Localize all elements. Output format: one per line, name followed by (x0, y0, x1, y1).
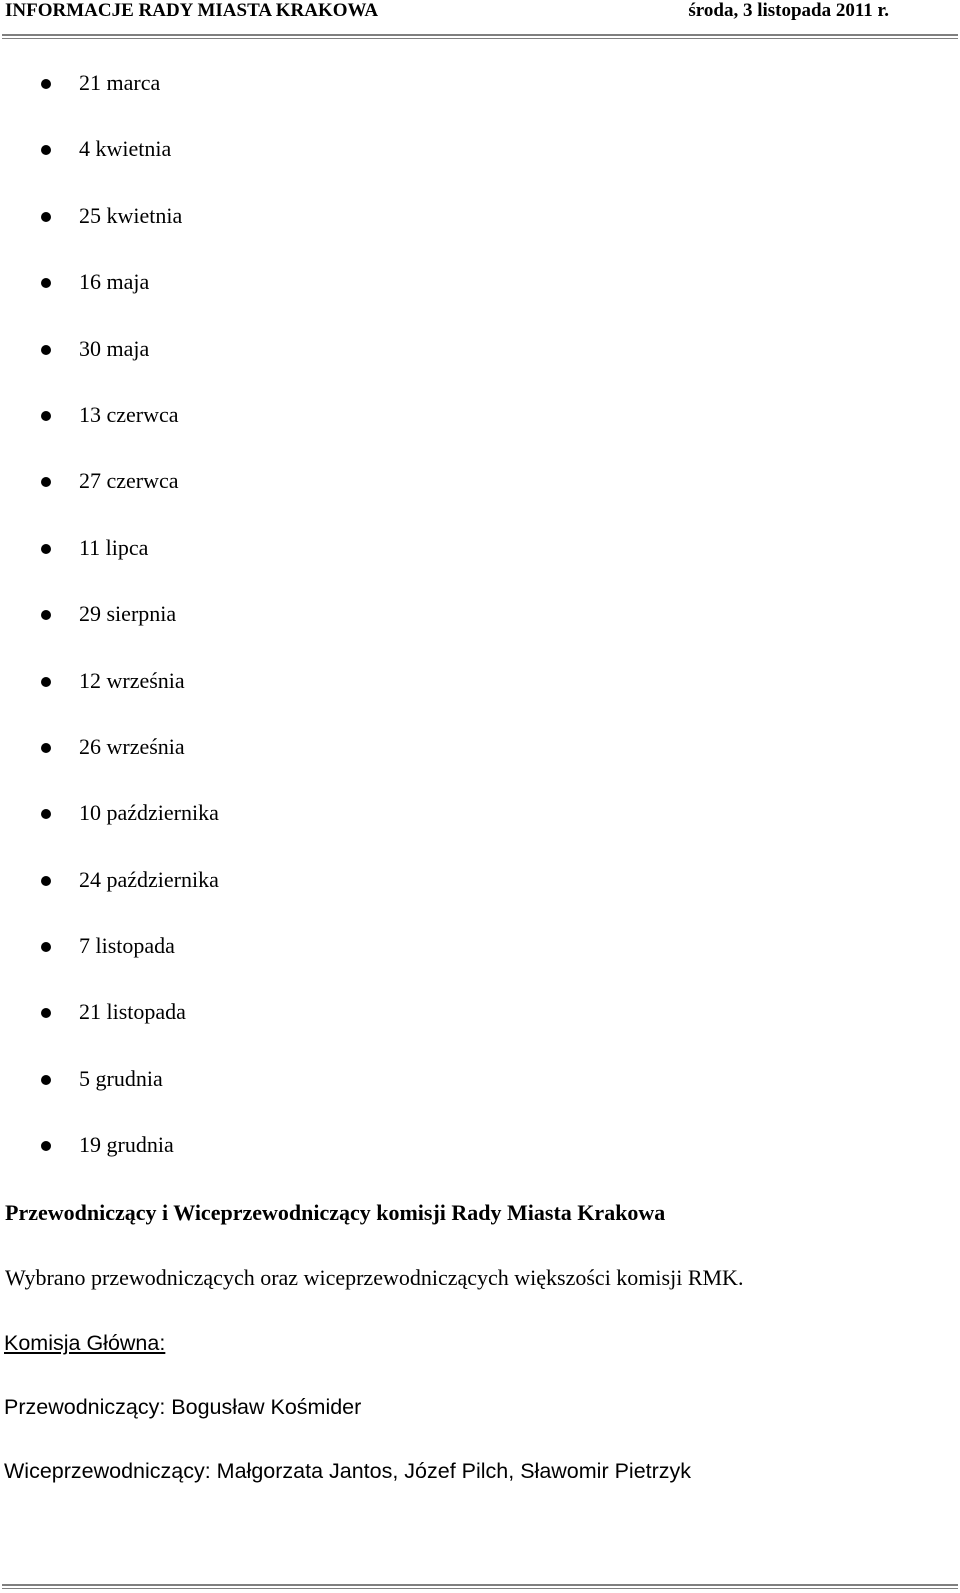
list-item (0, 468, 219, 534)
bullet-icon (41, 278, 51, 288)
bullet-icon (41, 677, 51, 687)
bullet-icon (41, 942, 51, 952)
header-date: środa, 3 listopada 2011 r. (688, 0, 889, 21)
date-label: 30 maja (79, 335, 150, 361)
bullet-icon (41, 743, 51, 753)
bullet-icon (41, 876, 51, 886)
list-item (0, 269, 219, 335)
vice-chairs-line: Wiceprzewodniczący: Małgorzata Jantos, Józef Pilch, Sławomir Pietrzyk (4, 1459, 692, 1483)
list-item (0, 800, 219, 866)
date-label: 10 października (79, 800, 219, 826)
footer-divider (2, 1584, 958, 1589)
bullet-icon (41, 411, 51, 421)
commission-name: Komisja Główna: (4, 1331, 166, 1355)
date-label: 13 czerwca (79, 401, 179, 427)
date-label: 24 października (79, 866, 219, 892)
date-label: 4 kwietnia (79, 136, 172, 162)
list-item (0, 402, 219, 468)
bullet-icon (41, 345, 51, 355)
list-item (0, 136, 219, 202)
date-label: 16 maja (79, 269, 150, 295)
bullet-icon (41, 809, 51, 819)
bullet-icon (41, 145, 51, 155)
header-divider (2, 34, 958, 39)
date-label: 26 września (79, 733, 185, 759)
date-label: 19 grudnia (79, 1132, 174, 1158)
bullet-icon (41, 610, 51, 620)
date-label: 12 września (79, 667, 185, 693)
bullet-icon (41, 544, 51, 554)
bullet-icon (41, 477, 51, 487)
list-item (0, 1132, 219, 1198)
list-item (0, 1066, 219, 1132)
bullet-icon (41, 1141, 51, 1151)
date-label: 21 marca (79, 70, 161, 95)
list-item (0, 933, 219, 999)
chair-line: Przewodniczący: Bogusław Kośmider (4, 1395, 362, 1419)
page-header (0, 0, 960, 36)
bullet-icon (41, 1008, 51, 1018)
list-item (0, 601, 219, 667)
list-item (0, 203, 219, 269)
date-label: 27 czerwca (79, 468, 179, 494)
date-label: 7 listopada (79, 933, 175, 959)
bullet-icon (41, 1075, 51, 1085)
date-label: 29 sierpnia (79, 601, 177, 627)
date-label: 25 kwietnia (79, 202, 183, 228)
list-item (0, 535, 219, 601)
list-item (0, 867, 219, 933)
bullet-icon (41, 79, 51, 89)
list-item (0, 734, 219, 800)
list-item (0, 668, 219, 734)
list-item (0, 336, 219, 402)
date-label: 21 listopada (79, 999, 186, 1025)
list-item (0, 999, 219, 1065)
date-label: 5 grudnia (79, 1065, 163, 1091)
list-item (0, 70, 219, 136)
section-heading: Przewodniczący i Wiceprzewodniczący komisji Rady Miasta Krakowa (5, 1200, 666, 1225)
header-title: INFORMACJE RADY MIASTA KRAKOWA (5, 0, 379, 21)
session-dates-list (0, 70, 219, 1199)
intro-paragraph: Wybrano przewodniczących oraz wiceprzewodniczących większości komisji RMK. (5, 1265, 744, 1290)
bullet-icon (41, 212, 51, 222)
date-label: 11 lipca (79, 534, 149, 560)
